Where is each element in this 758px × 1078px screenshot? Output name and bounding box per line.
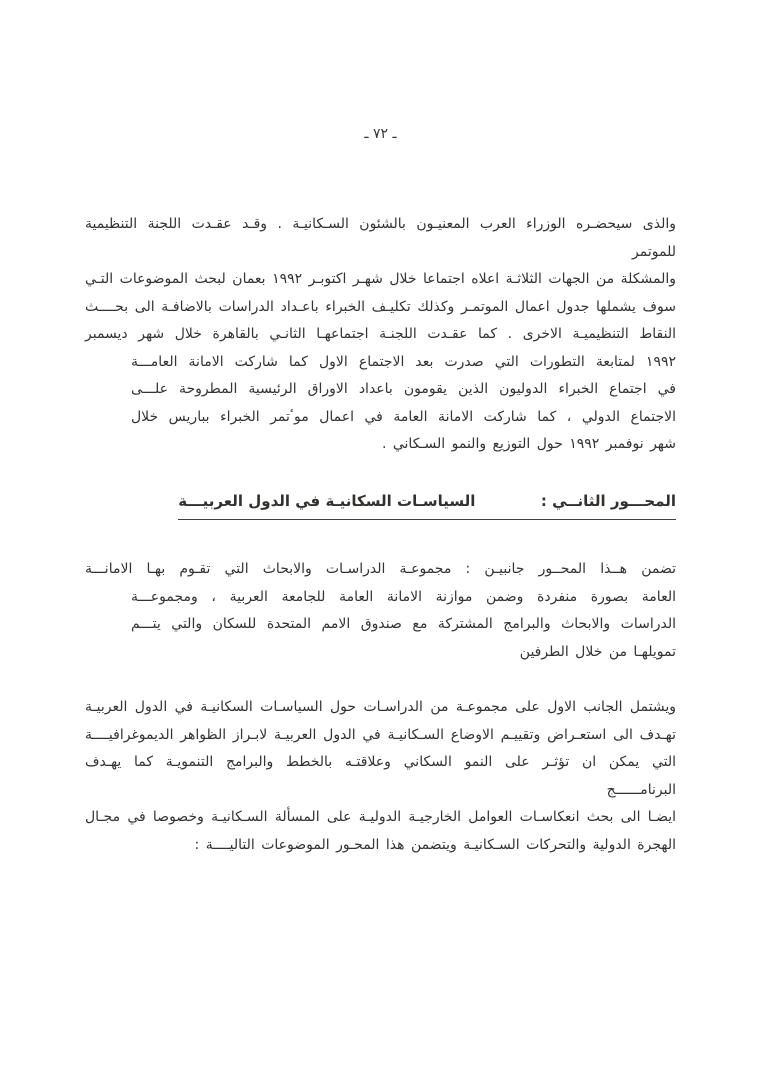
paragraph-line: شهر نوفمبر ١٩٩٢ حول التوزيع والنمو السـكاني . bbox=[381, 436, 676, 452]
paragraph-line: تهـدف الى استعـراض وتقييـم الاوضاع السـكانيـة في الدول العربيـة لابـراز الظواهر الديموغرافيــــة bbox=[85, 726, 676, 743]
paragraph-line: ١٩٩٢ لمتابعة التطورات التي صدرت بعد الاجتماع الاول كما شاركت الامانة العامـــة bbox=[131, 353, 676, 370]
paragraph-line: في اجتماع الخبراء الدوليون الذين يقومون باعداد الاوراق الرئيسية المطروحة علـــى bbox=[131, 381, 676, 397]
paragraph-line: ويشتمل الجانب الاول على مجموعـة من الدراسـات حول السياسـات السكانيـة في الدول العربيـة bbox=[85, 699, 676, 715]
paragraph-conference-committee bbox=[85, 211, 676, 459]
section-heading-underlined bbox=[178, 492, 676, 520]
paragraph-line: تمويلهـا من خلال الطرفين bbox=[519, 643, 676, 660]
paragraph-line: سوف يشملها جدول اعمال الموتمـر وكذلك تكليـف الخبراء باعـداد الدراسات بالاضافـة الى بحــــث bbox=[85, 298, 676, 315]
paragraph-line: الدراسات والابحاث والبرامج المشتركة مع صندوق الامم المتحدة للسكان والتي يتـــم bbox=[131, 616, 676, 632]
paragraph-line: تضمن هــذا المحــور جانبيـن : مجموعـة الدراسـات والابحاث التي تقـوم بهـا الامانـــة bbox=[85, 561, 676, 577]
paragraph-line: العامة بصورة منفردة وضمن موازنة الامانة العامة للجامعة العربية ، ومجموعـــة bbox=[131, 588, 676, 605]
paragraph-line: ايضـا الى بحث انعكاسـات العوامل الخارجيـة الدوليـة على المسألة السـكانيـة وخصوصا في مجـال bbox=[85, 809, 676, 825]
section-heading-label: المحـــور الثانــي : bbox=[540, 492, 676, 510]
paragraph-line: الهجرة الدولية والتحركات السـكانيـة ويتضمن هذا المحـور الموضوعات التاليــــة : bbox=[194, 836, 676, 853]
page-number: ـ ٧٢ ـ bbox=[364, 126, 397, 142]
section-heading bbox=[178, 492, 676, 520]
paragraph-two-components bbox=[85, 556, 676, 666]
paragraph-line: والمشكلة من الجهات الثلاثـة اعلاه اجتماعا خلال شهـر اكتوبـر ١٩٩٢ بعمان لبحث الموضوعات التـي bbox=[85, 271, 677, 287]
paragraph-first-component-studies bbox=[85, 694, 676, 859]
paragraph-line: النقاط التنظيميـة الاخرى . كما عقـدت اللجنـة اجتماعهـا الثانـي بالقاهرة خلال شهر ديسمبر bbox=[85, 326, 676, 342]
section-heading-title: السياسـات السكانيـة في الدول العربيـــة bbox=[178, 492, 476, 510]
paragraph-line: التي يمكن ان تؤثـر على النمو السكاني وعلاقتـه بالخطط والبرامج التنمويـة كما يهـدف البرنامــــــج bbox=[85, 754, 676, 798]
paragraph-line: الاجتماع الدولي ، كما شاركت الامانة العامة في اعمال موٴتمر الخبراء بباريس خلال bbox=[131, 408, 676, 425]
paragraph-line: والذى سيحضـره الوزراء العرب المعنيـون بالشئون السـكانيـة . وقـد عقـدت اللجنة التنظيمية للموتمر bbox=[85, 216, 676, 260]
